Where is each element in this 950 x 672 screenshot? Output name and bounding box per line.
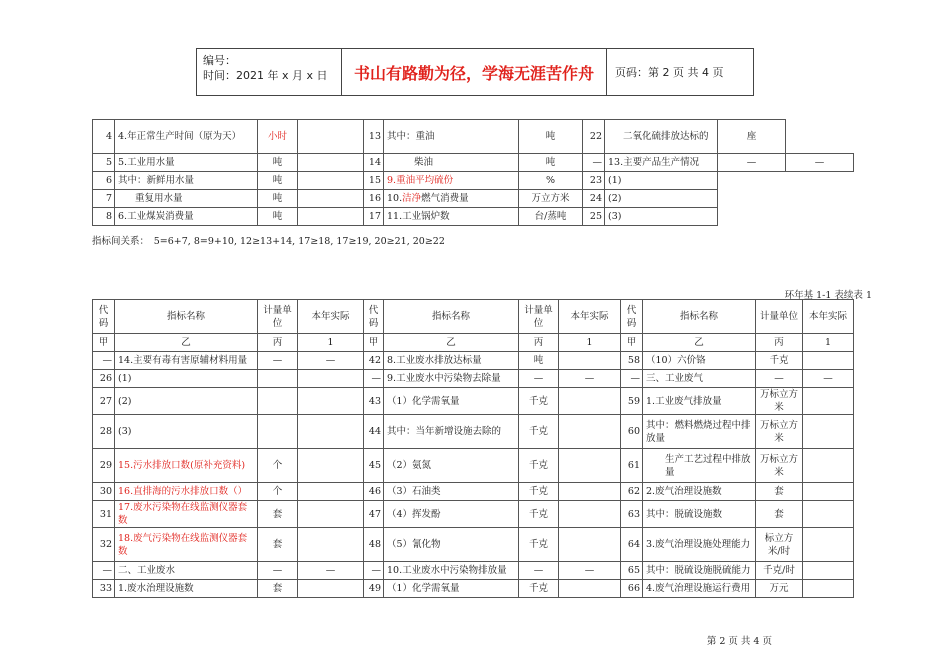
table-cell <box>559 528 621 562</box>
table-row <box>93 208 854 226</box>
table-cell: 4.年正常生产时间（原为天） <box>115 120 258 154</box>
table-cell <box>803 352 854 370</box>
table-cell: % <box>519 172 583 190</box>
table-cell: — <box>519 370 559 388</box>
code-label: 编号： <box>203 54 236 67</box>
table-cell <box>786 120 854 154</box>
table-cell: 16.直排海的污水排放口数（） <box>115 483 258 501</box>
table-cell <box>258 370 298 388</box>
column-subheader: 1 <box>298 334 364 352</box>
table-cell: （1）化学需氧量 <box>384 388 519 415</box>
table-subtitle: 环年基 1-1 表续表 1 <box>784 290 872 301</box>
table-cell: 其中：重油 <box>384 120 519 154</box>
column-subheader: 丙 <box>756 334 803 352</box>
table-cell <box>803 449 854 483</box>
table-row <box>93 352 854 370</box>
table-cell: 10.洁净燃气消费量 <box>384 190 519 208</box>
table-cell: 二氧化硫排放达标的 <box>605 120 718 154</box>
table-cell: 64 <box>621 528 643 562</box>
table-cell: 套 <box>756 501 803 528</box>
table-cell: 13.主要产品生产情况 <box>605 154 718 172</box>
table-cell: 6 <box>93 172 115 190</box>
table-cell: 吨 <box>519 154 583 172</box>
table-row <box>93 449 854 483</box>
table-cell <box>559 580 621 598</box>
table-cell: 套 <box>258 580 298 598</box>
table-cell <box>803 388 854 415</box>
table-cell: 5 <box>93 154 115 172</box>
table-cell <box>786 208 854 226</box>
header-row <box>93 300 854 334</box>
table-cell: 9.工业废水中污染物去除量 <box>384 370 519 388</box>
table-row <box>93 370 854 388</box>
table-cell <box>298 388 364 415</box>
table-cell: 9.重油平均硫份 <box>384 172 519 190</box>
column-header: 本年实际 <box>803 300 854 334</box>
table-cell: 其中：当年新增设施去除的 <box>384 415 519 449</box>
table-cell: 8 <box>93 208 115 226</box>
table-cell: 33 <box>93 580 115 598</box>
table-cell: 8.工业废水排放达标量 <box>384 352 519 370</box>
column-subheader: 丙 <box>258 334 298 352</box>
table-cell: 26 <box>93 370 115 388</box>
table-cell: 千克 <box>519 501 559 528</box>
table-cell: 14.主要有毒有害原辅材料用量 <box>115 352 258 370</box>
table-cell: 台/蒸吨 <box>519 208 583 226</box>
table-cell <box>258 415 298 449</box>
column-header: 计量单位 <box>756 300 803 334</box>
table-cell: 28 <box>93 415 115 449</box>
table-cell: 重复用水量 <box>115 190 258 208</box>
table-cell: 吨 <box>519 120 583 154</box>
table-cell: — <box>583 154 605 172</box>
table-cell <box>803 528 854 562</box>
table-row <box>93 580 854 598</box>
table-cell <box>803 483 854 501</box>
table-cell: 其中：新鲜用水量 <box>115 172 258 190</box>
table-cell: 17.废水污染物在线监测仪器套数 <box>115 501 258 528</box>
table-cell: — <box>364 562 384 580</box>
table-cell: （3）石油类 <box>384 483 519 501</box>
column-subheader: 甲 <box>93 334 115 352</box>
table-cell: 22 <box>583 120 605 154</box>
table-cell: 48 <box>364 528 384 562</box>
table-cell: 千克/时 <box>756 562 803 580</box>
column-header: 代码 <box>364 300 384 334</box>
table-cell: 吨 <box>258 172 298 190</box>
table-cell <box>298 528 364 562</box>
table-cell <box>803 562 854 580</box>
table-cell: 千克 <box>519 580 559 598</box>
table-cell: 1.工业废气排放量 <box>643 388 756 415</box>
table-cell: 65 <box>621 562 643 580</box>
table-cell <box>559 415 621 449</box>
table-cell: 63 <box>621 501 643 528</box>
page-footer: 第 2 页 共 4 页 <box>706 636 772 647</box>
table-cell: — <box>364 370 384 388</box>
table-cell <box>298 370 364 388</box>
table-row <box>93 172 854 190</box>
table-cell: （5）氰化物 <box>384 528 519 562</box>
indicator-relations: 指标间关系： 5=6+7, 8=9+10, 12≥13+14, 17≥18, 17≥19, 20≥21, 20≥22 <box>92 236 445 247</box>
table-cell: 万标立方米 <box>756 415 803 449</box>
column-header: 计量单位 <box>258 300 298 334</box>
table-cell: (2) <box>605 190 718 208</box>
table-cell: 44 <box>364 415 384 449</box>
table-cell: 10.工业废水中污染物排放量 <box>384 562 519 580</box>
table-cell: 千克 <box>756 352 803 370</box>
table-cell: 46 <box>364 483 384 501</box>
table-cell: 62 <box>621 483 643 501</box>
table-cell: — <box>298 352 364 370</box>
table-cell <box>298 208 364 226</box>
table-cell: 13 <box>364 120 384 154</box>
indicator-table-2 <box>92 299 854 598</box>
table-row <box>93 528 854 562</box>
table-row <box>93 562 854 580</box>
table-cell: 个 <box>258 449 298 483</box>
table-cell <box>298 190 364 208</box>
table-cell: — <box>559 562 621 580</box>
table-cell: (1) <box>115 370 258 388</box>
table-cell: 61 <box>621 449 643 483</box>
table-cell: 二、工业废水 <box>115 562 258 580</box>
table-cell: 25 <box>583 208 605 226</box>
page-label: 页码：第 2 页 共 4 页 <box>615 66 724 79</box>
table-cell: 14 <box>364 154 384 172</box>
column-subheader: 甲 <box>621 334 643 352</box>
table-cell: 千克 <box>519 388 559 415</box>
table-cell: 千克 <box>519 483 559 501</box>
table-row <box>93 483 854 501</box>
table-cell: 其中：燃料燃烧过程中排放量 <box>643 415 756 449</box>
table-cell: — <box>298 562 364 580</box>
table-cell: 60 <box>621 415 643 449</box>
table-cell: — <box>258 562 298 580</box>
table-cell: 千克 <box>519 415 559 449</box>
subheader-row <box>93 334 854 352</box>
table-cell: — <box>519 562 559 580</box>
table-cell: 27 <box>93 388 115 415</box>
table-cell: （2）氨氮 <box>384 449 519 483</box>
document-header <box>196 48 754 96</box>
table-cell: 万元 <box>756 580 803 598</box>
table-cell <box>298 154 364 172</box>
table-cell: 生产工艺过程中排放量 <box>643 449 756 483</box>
table-cell: 47 <box>364 501 384 528</box>
column-header: 本年实际 <box>559 300 621 334</box>
table-row <box>93 154 854 172</box>
table-cell: 30 <box>93 483 115 501</box>
table-cell: — <box>718 154 786 172</box>
table-cell: 59 <box>621 388 643 415</box>
table-cell: 6.工业煤炭消费量 <box>115 208 258 226</box>
table-cell: 23 <box>583 172 605 190</box>
table-cell <box>803 580 854 598</box>
table-cell: 小时 <box>258 120 298 154</box>
table-cell <box>298 449 364 483</box>
table-cell: 42 <box>364 352 384 370</box>
column-header: 本年实际 <box>298 300 364 334</box>
table-cell: 吨 <box>258 154 298 172</box>
table-cell: 15 <box>364 172 384 190</box>
table-cell <box>258 388 298 415</box>
table-cell: 17 <box>364 208 384 226</box>
table-cell <box>298 501 364 528</box>
table-cell: 标立方米/时 <box>756 528 803 562</box>
table-cell <box>559 449 621 483</box>
table-cell: — <box>93 562 115 580</box>
table-row <box>93 120 854 154</box>
table-cell: (1) <box>605 172 718 190</box>
table-cell <box>298 415 364 449</box>
table-cell: 29 <box>93 449 115 483</box>
table-cell: 三、工业废气 <box>643 370 756 388</box>
column-header: 代码 <box>93 300 115 334</box>
table-cell <box>298 483 364 501</box>
table-cell: （4）挥发酚 <box>384 501 519 528</box>
table-cell: 4 <box>93 120 115 154</box>
table-cell: — <box>786 154 854 172</box>
table-cell: 万标立方米 <box>756 388 803 415</box>
table-cell: 2.废气治理设施数 <box>643 483 756 501</box>
table-cell <box>718 208 786 226</box>
table-row <box>93 388 854 415</box>
table-cell: 31 <box>93 501 115 528</box>
column-header: 指标名称 <box>384 300 519 334</box>
table-cell <box>786 190 854 208</box>
table-cell: 16 <box>364 190 384 208</box>
table-cell: 66 <box>621 580 643 598</box>
table-cell: 万标立方米 <box>756 449 803 483</box>
table-cell: — <box>621 370 643 388</box>
table-cell: 套 <box>258 528 298 562</box>
table-cell: 24 <box>583 190 605 208</box>
motto: 书山有路勤为径，学海无涯苦作舟 <box>342 49 607 95</box>
table-cell: 15.污水排放口数(原补充资料) <box>115 449 258 483</box>
column-subheader: 甲 <box>364 334 384 352</box>
table-cell: 套 <box>756 483 803 501</box>
table-cell: 7 <box>93 190 115 208</box>
table-row <box>93 190 854 208</box>
table-cell: 千克 <box>519 528 559 562</box>
column-subheader: 乙 <box>643 334 756 352</box>
table-cell <box>786 172 854 190</box>
table-cell: 套 <box>258 501 298 528</box>
table-cell: 座 <box>718 120 786 154</box>
table-cell: 43 <box>364 388 384 415</box>
table-cell: (3) <box>115 415 258 449</box>
column-header: 代码 <box>621 300 643 334</box>
header-meta <box>197 49 342 95</box>
table-cell: 吨 <box>519 352 559 370</box>
table-cell <box>718 172 786 190</box>
table-cell: — <box>803 370 854 388</box>
table-cell: 柴油 <box>384 154 519 172</box>
table-cell: 其中：脱硫设施数 <box>643 501 756 528</box>
table-cell: 4.废气治理设施运行费用 <box>643 580 756 598</box>
column-subheader: 丙 <box>519 334 559 352</box>
table-cell: — <box>93 352 115 370</box>
table-cell: 吨 <box>258 208 298 226</box>
table-cell: (3) <box>605 208 718 226</box>
table-cell: 吨 <box>258 190 298 208</box>
table-cell: 49 <box>364 580 384 598</box>
table-cell: — <box>756 370 803 388</box>
table-cell <box>298 120 364 154</box>
table-cell <box>559 501 621 528</box>
table-cell: （1）化学需氧量 <box>384 580 519 598</box>
column-subheader: 1 <box>803 334 854 352</box>
table-cell: 5.工业用水量 <box>115 154 258 172</box>
table-cell: — <box>559 370 621 388</box>
time-label: 时间：2021 年 x 月 x 日 <box>203 69 328 82</box>
table-cell: 45 <box>364 449 384 483</box>
table-cell <box>803 415 854 449</box>
table-cell: 32 <box>93 528 115 562</box>
table-cell: (2) <box>115 388 258 415</box>
table-cell: 千克 <box>519 449 559 483</box>
table-cell <box>559 388 621 415</box>
table-cell <box>298 580 364 598</box>
table-cell: 其中：脱硫设施脱硫能力 <box>643 562 756 580</box>
column-subheader: 乙 <box>384 334 519 352</box>
table-cell <box>718 190 786 208</box>
table-cell: 18.废气污染物在线监测仪器套数 <box>115 528 258 562</box>
table-cell: — <box>258 352 298 370</box>
table-cell: 万立方米 <box>519 190 583 208</box>
column-header: 计量单位 <box>519 300 559 334</box>
column-header: 指标名称 <box>643 300 756 334</box>
table-row <box>93 415 854 449</box>
table-cell <box>298 172 364 190</box>
table-cell: （10）六价铬 <box>643 352 756 370</box>
table-row <box>93 501 854 528</box>
column-header: 指标名称 <box>115 300 258 334</box>
table-cell: 3.废气治理设施处理能力 <box>643 528 756 562</box>
table-cell <box>559 483 621 501</box>
column-subheader: 乙 <box>115 334 258 352</box>
table-cell: 11.工业锅炉数 <box>384 208 519 226</box>
column-subheader: 1 <box>559 334 621 352</box>
table-cell <box>803 501 854 528</box>
table-cell: 58 <box>621 352 643 370</box>
table-cell: 个 <box>258 483 298 501</box>
table-cell <box>559 352 621 370</box>
indicator-table-1 <box>92 119 854 226</box>
table-cell: 1.废水治理设施数 <box>115 580 258 598</box>
